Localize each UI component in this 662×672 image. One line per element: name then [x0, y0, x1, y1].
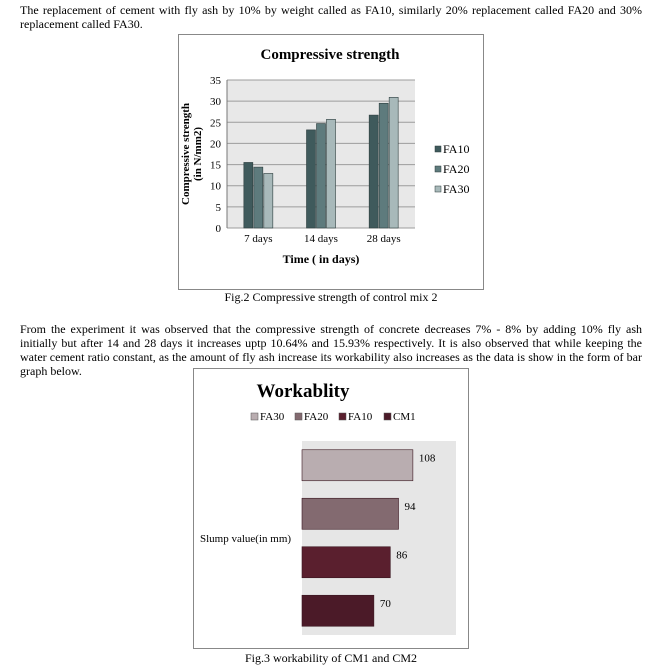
y-axis-label-line: Compressive strength	[180, 103, 192, 205]
results-paragraph: From the experiment it was observed that the compressive strength of concrete decreases 7% - 8% by adding 10% fly ash initially but after 14 and 28 days it increases uptp 10.64% and 15.93% respectively. It is also observed that while keeping the water cement ratio constant, as the amount of fly ash increase its workability also increases as the data is show in the form of bar graph below.	[20, 322, 642, 378]
legend-swatch	[251, 413, 258, 420]
y-tick-label: 15	[210, 159, 221, 172]
bar-fa30	[302, 450, 413, 481]
data-label: 108	[418, 452, 436, 465]
y-tick-label: 0	[215, 223, 221, 235]
x-tick-label: 28 days	[366, 233, 401, 245]
y-axis-label-line: (in N/mm2)	[192, 126, 204, 182]
legend-swatch	[435, 186, 441, 192]
bar-fa20	[317, 124, 326, 228]
bar-fa10	[307, 130, 316, 228]
data-label: 86	[396, 549, 408, 562]
compressive-strength-chart	[179, 35, 483, 289]
y-tick-label: 5	[215, 201, 221, 214]
legend-swatch	[339, 413, 346, 420]
x-tick-label: 14 days	[304, 233, 338, 245]
intro-paragraph: The replacement of cement with fly ash by 10% by weight called as FA10, similarly 20% replacement called FA20 and 30% replacement called FA30.	[20, 3, 642, 31]
legend-swatch	[384, 413, 391, 420]
bar-fa10	[302, 547, 390, 578]
legend-swatch	[295, 413, 302, 420]
y-tick-label: 30	[210, 96, 221, 109]
x-axis-label: Time ( in days)	[282, 252, 360, 266]
bar-fa30	[264, 173, 273, 228]
legend-swatch	[435, 166, 441, 172]
y-axis-label	[180, 103, 204, 205]
y-tick-label: 10	[210, 180, 221, 193]
legend-label: FA20	[443, 162, 470, 176]
bar-fa10	[369, 115, 378, 228]
x-tick-label: 7 days	[244, 233, 273, 245]
legend-label: CM1	[393, 411, 416, 423]
category-label: Slump value(in mm)	[200, 533, 292, 545]
chart-title: Compressive strength	[260, 47, 400, 63]
y-tick-label: 25	[210, 117, 221, 130]
legend-label: FA30	[260, 411, 285, 423]
y-tick-label: 35	[210, 75, 221, 87]
bar-fa20	[254, 167, 263, 228]
legend-label: FA20	[304, 411, 329, 423]
compressive-strength-figure	[178, 34, 484, 290]
bar-fa10	[244, 162, 253, 228]
legend-swatch	[435, 146, 441, 152]
y-tick-label: 20	[210, 138, 221, 151]
legend-label: FA10	[348, 411, 373, 423]
bar-cm1	[302, 595, 374, 626]
bar-fa30	[389, 97, 398, 228]
workability-chart	[194, 369, 468, 648]
figure-3-caption: Fig.3 workability of CM1 and CM2	[244, 651, 417, 665]
legend-label: FA30	[443, 182, 470, 196]
bar-fa30	[327, 119, 336, 228]
data-label: 70	[379, 597, 391, 610]
workability-figure	[193, 368, 469, 649]
chart-title: Workablity	[256, 381, 350, 402]
legend-label: FA10	[443, 142, 470, 156]
data-label: 94	[404, 500, 416, 513]
bar-fa20	[302, 498, 399, 529]
bar-fa20	[379, 103, 388, 228]
figure-2-caption: Fig.2 Compressive strength of control mix 2	[224, 290, 438, 304]
